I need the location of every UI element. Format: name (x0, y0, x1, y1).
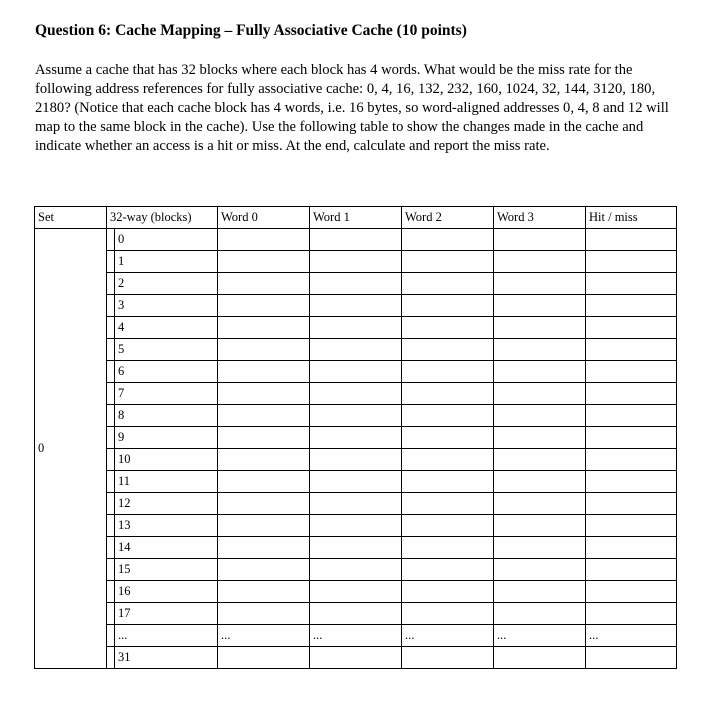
block-index-cell (107, 537, 218, 559)
hit-miss-cell (586, 251, 677, 273)
hit-miss-cell (586, 493, 677, 515)
word-cell (402, 317, 494, 339)
word-cell (310, 471, 402, 493)
word-cell (310, 339, 402, 361)
header-word0: Word 0 (218, 207, 310, 229)
word-cell (310, 251, 402, 273)
word-cell (494, 273, 586, 295)
hit-miss-cell (586, 427, 677, 449)
table-row (35, 339, 677, 361)
word-cell (218, 471, 310, 493)
hit-miss-cell (586, 581, 677, 603)
word-cell (494, 449, 586, 471)
block-index: 11 (114, 471, 217, 492)
word-cell (218, 317, 310, 339)
table-row (35, 625, 677, 647)
word-cell (402, 559, 494, 581)
word-cell (402, 229, 494, 251)
word-cell (494, 515, 586, 537)
word-cell (218, 427, 310, 449)
block-index: 16 (114, 581, 217, 602)
block-index: 9 (114, 427, 217, 448)
block-index: 15 (114, 559, 217, 580)
word-cell (310, 537, 402, 559)
block-index: 14 (114, 537, 217, 558)
table-row (35, 647, 677, 669)
word-cell (218, 603, 310, 625)
question-title: Question 6: Cache Mapping – Fully Associative Cache (10 points) (35, 22, 467, 39)
word-cell (494, 603, 586, 625)
word-cell: ... (218, 625, 310, 647)
table-row (35, 251, 677, 273)
word-cell (310, 493, 402, 515)
block-index-cell (107, 317, 218, 339)
word-cell (310, 317, 402, 339)
block-index: 6 (114, 361, 217, 382)
header-blocks: 32-way (blocks) (107, 207, 218, 229)
block-index-cell (107, 273, 218, 295)
block-index-cell (107, 581, 218, 603)
word-cell (310, 295, 402, 317)
word-cell (494, 229, 586, 251)
hit-miss-cell (586, 273, 677, 295)
word-cell (218, 581, 310, 603)
block-index-cell (107, 471, 218, 493)
word-cell (402, 471, 494, 493)
block-index-cell (107, 427, 218, 449)
hit-miss-cell (586, 317, 677, 339)
word-cell (494, 647, 586, 669)
table-row (35, 493, 677, 515)
set-cell: 0 (35, 229, 107, 669)
header-word3: Word 3 (494, 207, 586, 229)
word-cell (218, 361, 310, 383)
word-cell (402, 427, 494, 449)
word-cell (402, 405, 494, 427)
word-cell (310, 647, 402, 669)
word-cell (402, 449, 494, 471)
word-cell (310, 603, 402, 625)
table-row (35, 405, 677, 427)
block-index-cell (107, 339, 218, 361)
header-hit-miss: Hit / miss (586, 207, 677, 229)
hit-miss-cell (586, 647, 677, 669)
block-index-cell (107, 559, 218, 581)
word-cell: ... (494, 625, 586, 647)
table-row (35, 559, 677, 581)
hit-miss-cell (586, 295, 677, 317)
word-cell (218, 273, 310, 295)
hit-miss-cell (586, 405, 677, 427)
block-index: 17 (114, 603, 217, 624)
word-cell (494, 559, 586, 581)
word-cell (310, 559, 402, 581)
hit-miss-cell (586, 361, 677, 383)
word-cell (218, 251, 310, 273)
word-cell (310, 229, 402, 251)
block-index-cell (107, 251, 218, 273)
word-cell (494, 493, 586, 515)
block-index-cell (107, 295, 218, 317)
word-cell (310, 383, 402, 405)
block-index: 3 (114, 295, 217, 316)
block-index-cell (107, 647, 218, 669)
hit-miss-cell (586, 603, 677, 625)
word-cell (402, 581, 494, 603)
word-cell (218, 405, 310, 427)
block-index: 0 (114, 229, 217, 250)
table-row (35, 229, 677, 251)
block-index: 31 (114, 647, 217, 668)
hit-miss-cell (586, 383, 677, 405)
word-cell (218, 295, 310, 317)
hit-miss-cell (586, 229, 677, 251)
block-index: 13 (114, 515, 217, 536)
word-cell (218, 515, 310, 537)
block-index-cell (107, 383, 218, 405)
word-cell (402, 273, 494, 295)
block-index-cell (107, 361, 218, 383)
table-row (35, 427, 677, 449)
word-cell (494, 295, 586, 317)
hit-miss-cell (586, 449, 677, 471)
hit-miss-cell (586, 559, 677, 581)
header-set: Set (35, 207, 107, 229)
hit-miss-cell (586, 515, 677, 537)
word-cell (310, 405, 402, 427)
word-cell (402, 647, 494, 669)
word-cell (402, 493, 494, 515)
block-index-cell (107, 449, 218, 471)
block-index: 8 (114, 405, 217, 426)
word-cell (494, 339, 586, 361)
word-cell (402, 295, 494, 317)
word-cell (402, 603, 494, 625)
header-word1: Word 1 (310, 207, 402, 229)
header-row (35, 207, 677, 229)
word-cell (494, 581, 586, 603)
word-cell (218, 449, 310, 471)
word-cell (402, 537, 494, 559)
word-cell (310, 515, 402, 537)
block-index-cell (107, 405, 218, 427)
table-row (35, 449, 677, 471)
table-row (35, 317, 677, 339)
table-row (35, 471, 677, 493)
table-row (35, 581, 677, 603)
hit-miss-cell (586, 537, 677, 559)
word-cell (310, 273, 402, 295)
block-index-cell (107, 625, 218, 647)
word-cell: ... (402, 625, 494, 647)
word-cell (402, 251, 494, 273)
table-row (35, 537, 677, 559)
word-cell (494, 317, 586, 339)
block-index: 1 (114, 251, 217, 272)
word-cell (218, 537, 310, 559)
block-index: 5 (114, 339, 217, 360)
word-cell (402, 361, 494, 383)
word-cell: ... (310, 625, 402, 647)
block-index-cell (107, 493, 218, 515)
table-row (35, 383, 677, 405)
header-word2: Word 2 (402, 207, 494, 229)
block-index: 10 (114, 449, 217, 470)
word-cell (310, 427, 402, 449)
word-cell (402, 515, 494, 537)
table-row (35, 361, 677, 383)
block-index-cell (107, 603, 218, 625)
word-cell (402, 383, 494, 405)
word-cell (494, 251, 586, 273)
hit-miss-cell (586, 339, 677, 361)
word-cell (310, 581, 402, 603)
hit-miss-cell (586, 471, 677, 493)
block-index: 7 (114, 383, 217, 404)
word-cell (310, 361, 402, 383)
table-row (35, 273, 677, 295)
block-index: 2 (114, 273, 217, 294)
word-cell (494, 471, 586, 493)
block-index: 4 (114, 317, 217, 338)
word-cell (218, 493, 310, 515)
block-index-cell (107, 229, 218, 251)
table-row (35, 603, 677, 625)
word-cell (310, 449, 402, 471)
word-cell (494, 383, 586, 405)
word-cell (494, 405, 586, 427)
word-cell (218, 559, 310, 581)
word-cell (402, 339, 494, 361)
question-text: Assume a cache that has 32 blocks where each block has 4 words. What would be the miss rate for the following address references for fully associative cache: 0, 4, 16, 132, 232, 160, 1024, 32, 144, 3120, 180, 2180? (Notice that each cache block has 4 words, i.e. 16 bytes, so word-aligned addresses 0, 4, 8 and 12 will map to the same block in the cache). Use the following table to show the changes made in the cache and indicate whether an access is a hit or miss. At the end, calculate and report the miss rate. (35, 62, 669, 154)
word-cell (494, 427, 586, 449)
block-index: 12 (114, 493, 217, 514)
word-cell (218, 339, 310, 361)
cache-table (34, 206, 677, 669)
hit-miss-cell: ... (586, 625, 677, 647)
word-cell (494, 361, 586, 383)
block-index: ... (114, 625, 217, 646)
word-cell (218, 229, 310, 251)
table-row (35, 515, 677, 537)
word-cell (494, 537, 586, 559)
table-row (35, 295, 677, 317)
word-cell (218, 383, 310, 405)
word-cell (218, 647, 310, 669)
block-index-cell (107, 515, 218, 537)
